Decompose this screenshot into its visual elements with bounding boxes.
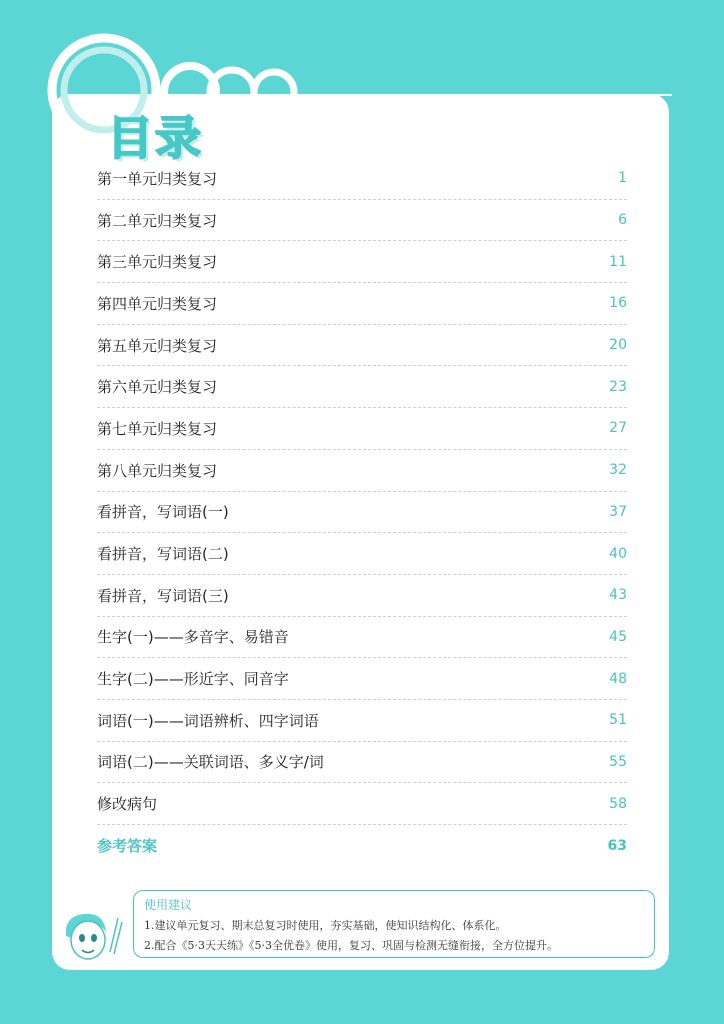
toc-page-number: 11 xyxy=(609,253,627,270)
toc-label: 第七单元归类复习 xyxy=(97,419,218,438)
mascot-illustration xyxy=(58,908,128,968)
toc-page-number: 20 xyxy=(609,337,627,354)
tips-title: 使用建议 xyxy=(144,898,193,912)
toc-row[interactable] xyxy=(97,658,627,700)
toc-label: 看拼音，写词语(二) xyxy=(97,545,229,564)
toc-label: 参考答案 xyxy=(97,837,158,856)
toc-page-number: 58 xyxy=(609,795,627,812)
toc-row-answers[interactable] xyxy=(97,825,627,867)
toc-label: 第一单元归类复习 xyxy=(97,169,218,188)
toc-page-number: 55 xyxy=(609,753,627,770)
toc-label: 第六单元归类复习 xyxy=(97,378,218,397)
toc-label: 看拼音，写词语(三) xyxy=(97,586,229,605)
tip-line: 2.配合《5·3天天练》《5·3全优卷》使用，复习、巩固与检测无缝衔接，全方位提升。 xyxy=(144,939,558,952)
toc-label: 第八单元归类复习 xyxy=(97,461,218,480)
page-title: 目录 xyxy=(107,111,203,165)
toc-page-number: 48 xyxy=(609,670,627,687)
toc-row[interactable] xyxy=(97,366,627,408)
toc-page-number: 27 xyxy=(609,420,627,437)
toc-label: 第五单元归类复习 xyxy=(97,336,218,355)
toc-page-number: 63 xyxy=(607,837,627,854)
toc-row[interactable] xyxy=(97,325,627,367)
toc-page-number: 32 xyxy=(609,462,627,479)
toc-row[interactable] xyxy=(97,742,627,784)
table-of-contents xyxy=(97,158,627,867)
toc-row[interactable] xyxy=(97,700,627,742)
toc-label: 生字(二)——形近字、同音字 xyxy=(97,670,289,689)
toc-row[interactable] xyxy=(97,283,627,325)
usage-tips-box xyxy=(133,890,655,958)
toc-row[interactable] xyxy=(97,533,627,575)
toc-page-number: 16 xyxy=(609,295,627,312)
toc-label: 第四单元归类复习 xyxy=(97,294,218,313)
toc-label: 第二单元归类复习 xyxy=(97,211,218,230)
toc-row[interactable] xyxy=(97,158,627,200)
toc-label: 第三单元归类复习 xyxy=(97,253,218,272)
toc-page-number: 37 xyxy=(609,503,627,520)
toc-row[interactable] xyxy=(97,241,627,283)
toc-label: 词语(一)——词语辨析、四字词语 xyxy=(97,711,319,730)
toc-label: 生字(一)——多音字、易错音 xyxy=(97,628,289,647)
toc-label: 词语(二)——关联词语、多义字/词 xyxy=(97,753,324,772)
toc-page-number: 51 xyxy=(609,712,627,729)
tip-line: 1.建议单元复习、期末总复习时使用，夯实基础，使知识结构化、体系化。 xyxy=(144,919,507,932)
toc-row[interactable] xyxy=(97,575,627,617)
toc-label: 修改病句 xyxy=(97,795,158,814)
toc-page-number: 43 xyxy=(609,587,627,604)
toc-row[interactable] xyxy=(97,783,627,825)
toc-page-number: 40 xyxy=(609,545,627,562)
toc-page-number: 45 xyxy=(609,628,627,645)
toc-page-number: 6 xyxy=(618,212,627,229)
toc-row[interactable] xyxy=(97,617,627,659)
toc-row[interactable] xyxy=(97,450,627,492)
toc-label: 看拼音，写词语(一) xyxy=(97,503,229,522)
toc-page-number: 1 xyxy=(618,170,627,187)
toc-row[interactable] xyxy=(97,408,627,450)
toc-row[interactable] xyxy=(97,492,627,534)
toc-page-number: 23 xyxy=(609,378,627,395)
toc-row[interactable] xyxy=(97,200,627,242)
